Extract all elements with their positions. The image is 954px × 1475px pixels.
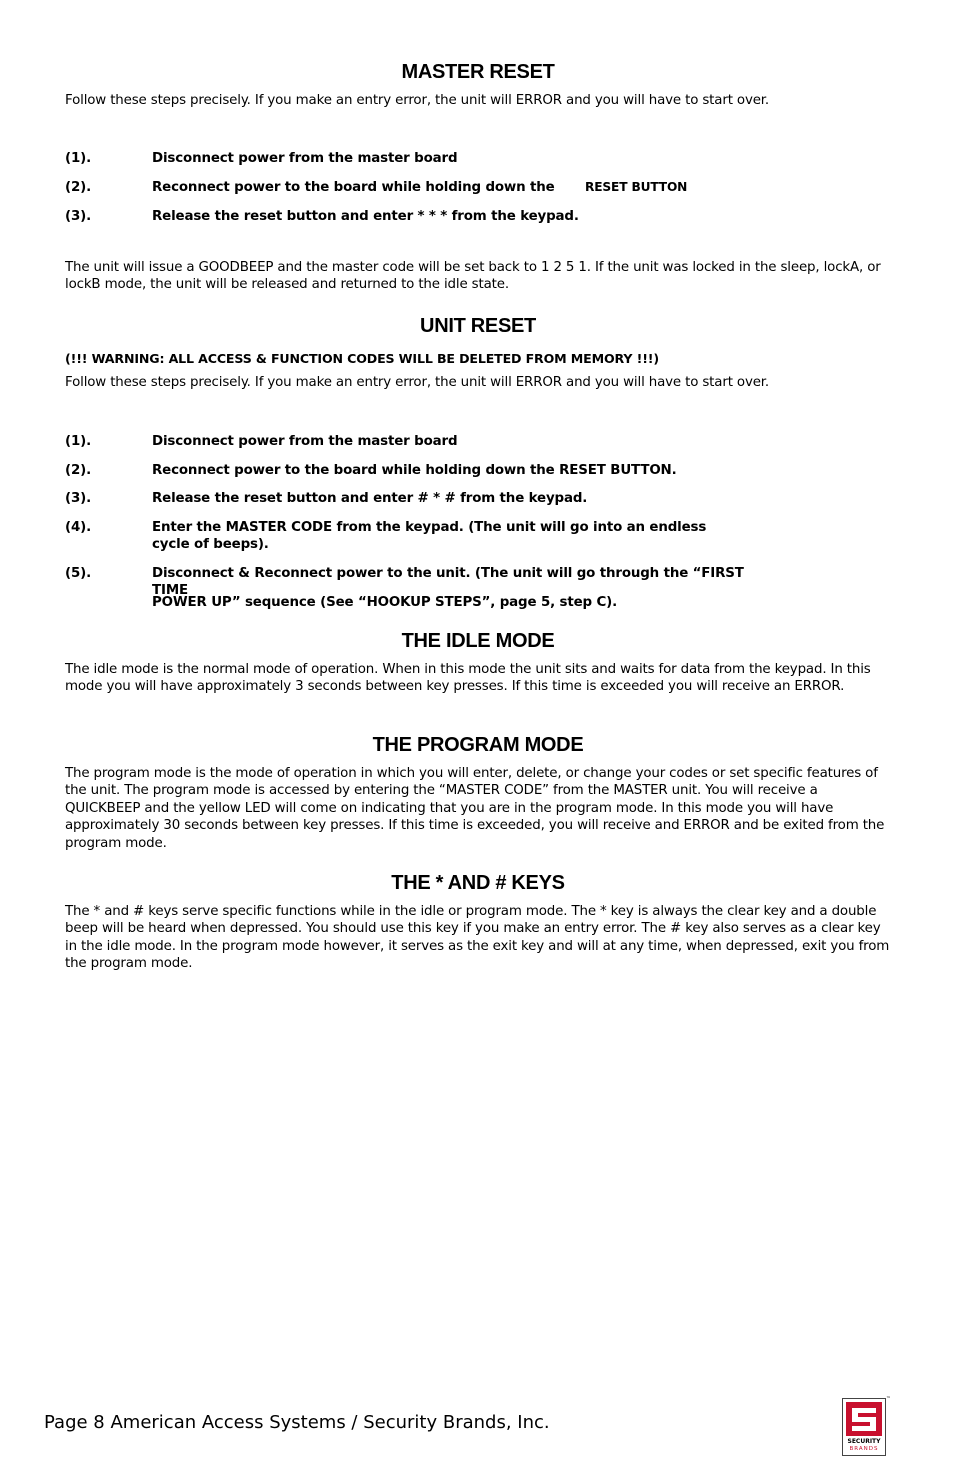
- step-number: (1).: [65, 151, 92, 166]
- unit-reset-intro: Follow these steps precisely. If you make an entry error, the unit will ERROR and you will have to start over.: [65, 375, 770, 390]
- master-reset-note: The unit will issue a GOODBEEP and the master code will be set back to 1 2 5 1. If the unit was locked in the sleep, lockA, or lockB mode, the unit will be released and returned to the idle state.: [65, 260, 881, 293]
- step-number: (4).: [65, 520, 92, 535]
- step-number: (3).: [65, 491, 92, 506]
- program-mode-body: The program mode is the mode of operation in which you will enter, delete, or change your codes or set specific features of the unit. The program mode is accessed by entering the “MASTER CODE” from the MASTER unit. You will receive a QUICKBEEP and the yellow LED will come on indicating that you are in the program mode. In this mode you will have approximately 30 seconds between key presses. If this time is exceeded, you will receive and ERROR and be exited from the program mode.: [65, 766, 885, 851]
- idle-mode-body: The idle mode is the normal mode of operation. When in this mode the unit sits and waits for data from the keypad. In this mode you will have approximately 3 seconds between key presses. If this time is exceeded you will receive an ERROR.: [65, 662, 871, 695]
- step-number: (3).: [65, 209, 92, 224]
- idle-mode-heading: THE IDLE MODE: [401, 630, 555, 652]
- step-number: (1).: [65, 434, 92, 449]
- security-brands-logo: [842, 1398, 886, 1456]
- master-reset-heading: MASTER RESET: [401, 61, 555, 83]
- step-text: Release the reset button and enter * * * from the keypad.: [152, 209, 579, 224]
- unit-reset-heading: UNIT RESET: [420, 315, 536, 337]
- step-text: Reconnect power to the board while holding down the RESET BUTTON.: [152, 463, 677, 478]
- step-text: Release the reset button and enter # * # from the keypad.: [152, 491, 588, 506]
- step-text: Reconnect power to the board while holding down the: [152, 180, 555, 195]
- master-reset-intro: Follow these steps precisely. If you make an entry error, the unit will ERROR and you will have to start over.: [65, 93, 770, 108]
- step-text: Disconnect power from the master board: [152, 151, 458, 166]
- s-logo-icon: [846, 1402, 882, 1436]
- step-text: Disconnect & Reconnect power to the unit. (The unit will go through the “FIRST TIME: [152, 566, 744, 599]
- step-number: (2).: [65, 180, 92, 195]
- step-text: Disconnect power from the master board: [152, 434, 458, 449]
- page-footer: Page 8 American Access Systems / Security Brands, Inc.: [44, 1412, 550, 1433]
- step-text: Enter the MASTER CODE from the keypad. (The unit will go into an endless cycle of beeps).: [152, 520, 707, 553]
- trademark-symbol: ™: [886, 1396, 891, 1402]
- step-text-reset-button: RESET BUTTON: [585, 180, 688, 194]
- logo-text-brands: BRANDS: [849, 1446, 879, 1452]
- program-mode-heading: THE PROGRAM MODE: [372, 734, 584, 756]
- step-text: POWER UP” sequence (See “HOOKUP STEPS”, page 5, step C).: [152, 595, 618, 610]
- keys-body: The * and # keys serve specific functions while in the idle or program mode. The * key is always the clear key and a double beep will be heard when depressed. You should use this key if you make an entry error. The # key also serves as a clear key in the idle mode. In the program mode however, it serves as the exit key and will at any time, when depressed, exit you from the program mode.: [65, 904, 890, 972]
- logo-text-security: SECURITY: [847, 1438, 881, 1445]
- step-number: (2).: [65, 463, 92, 478]
- keys-heading: THE * AND # KEYS: [391, 872, 565, 894]
- step-number: (5).: [65, 566, 92, 581]
- unit-reset-warning: (!!! WARNING: ALL ACCESS & FUNCTION CODES WILL BE DELETED FROM MEMORY !!!): [65, 351, 659, 366]
